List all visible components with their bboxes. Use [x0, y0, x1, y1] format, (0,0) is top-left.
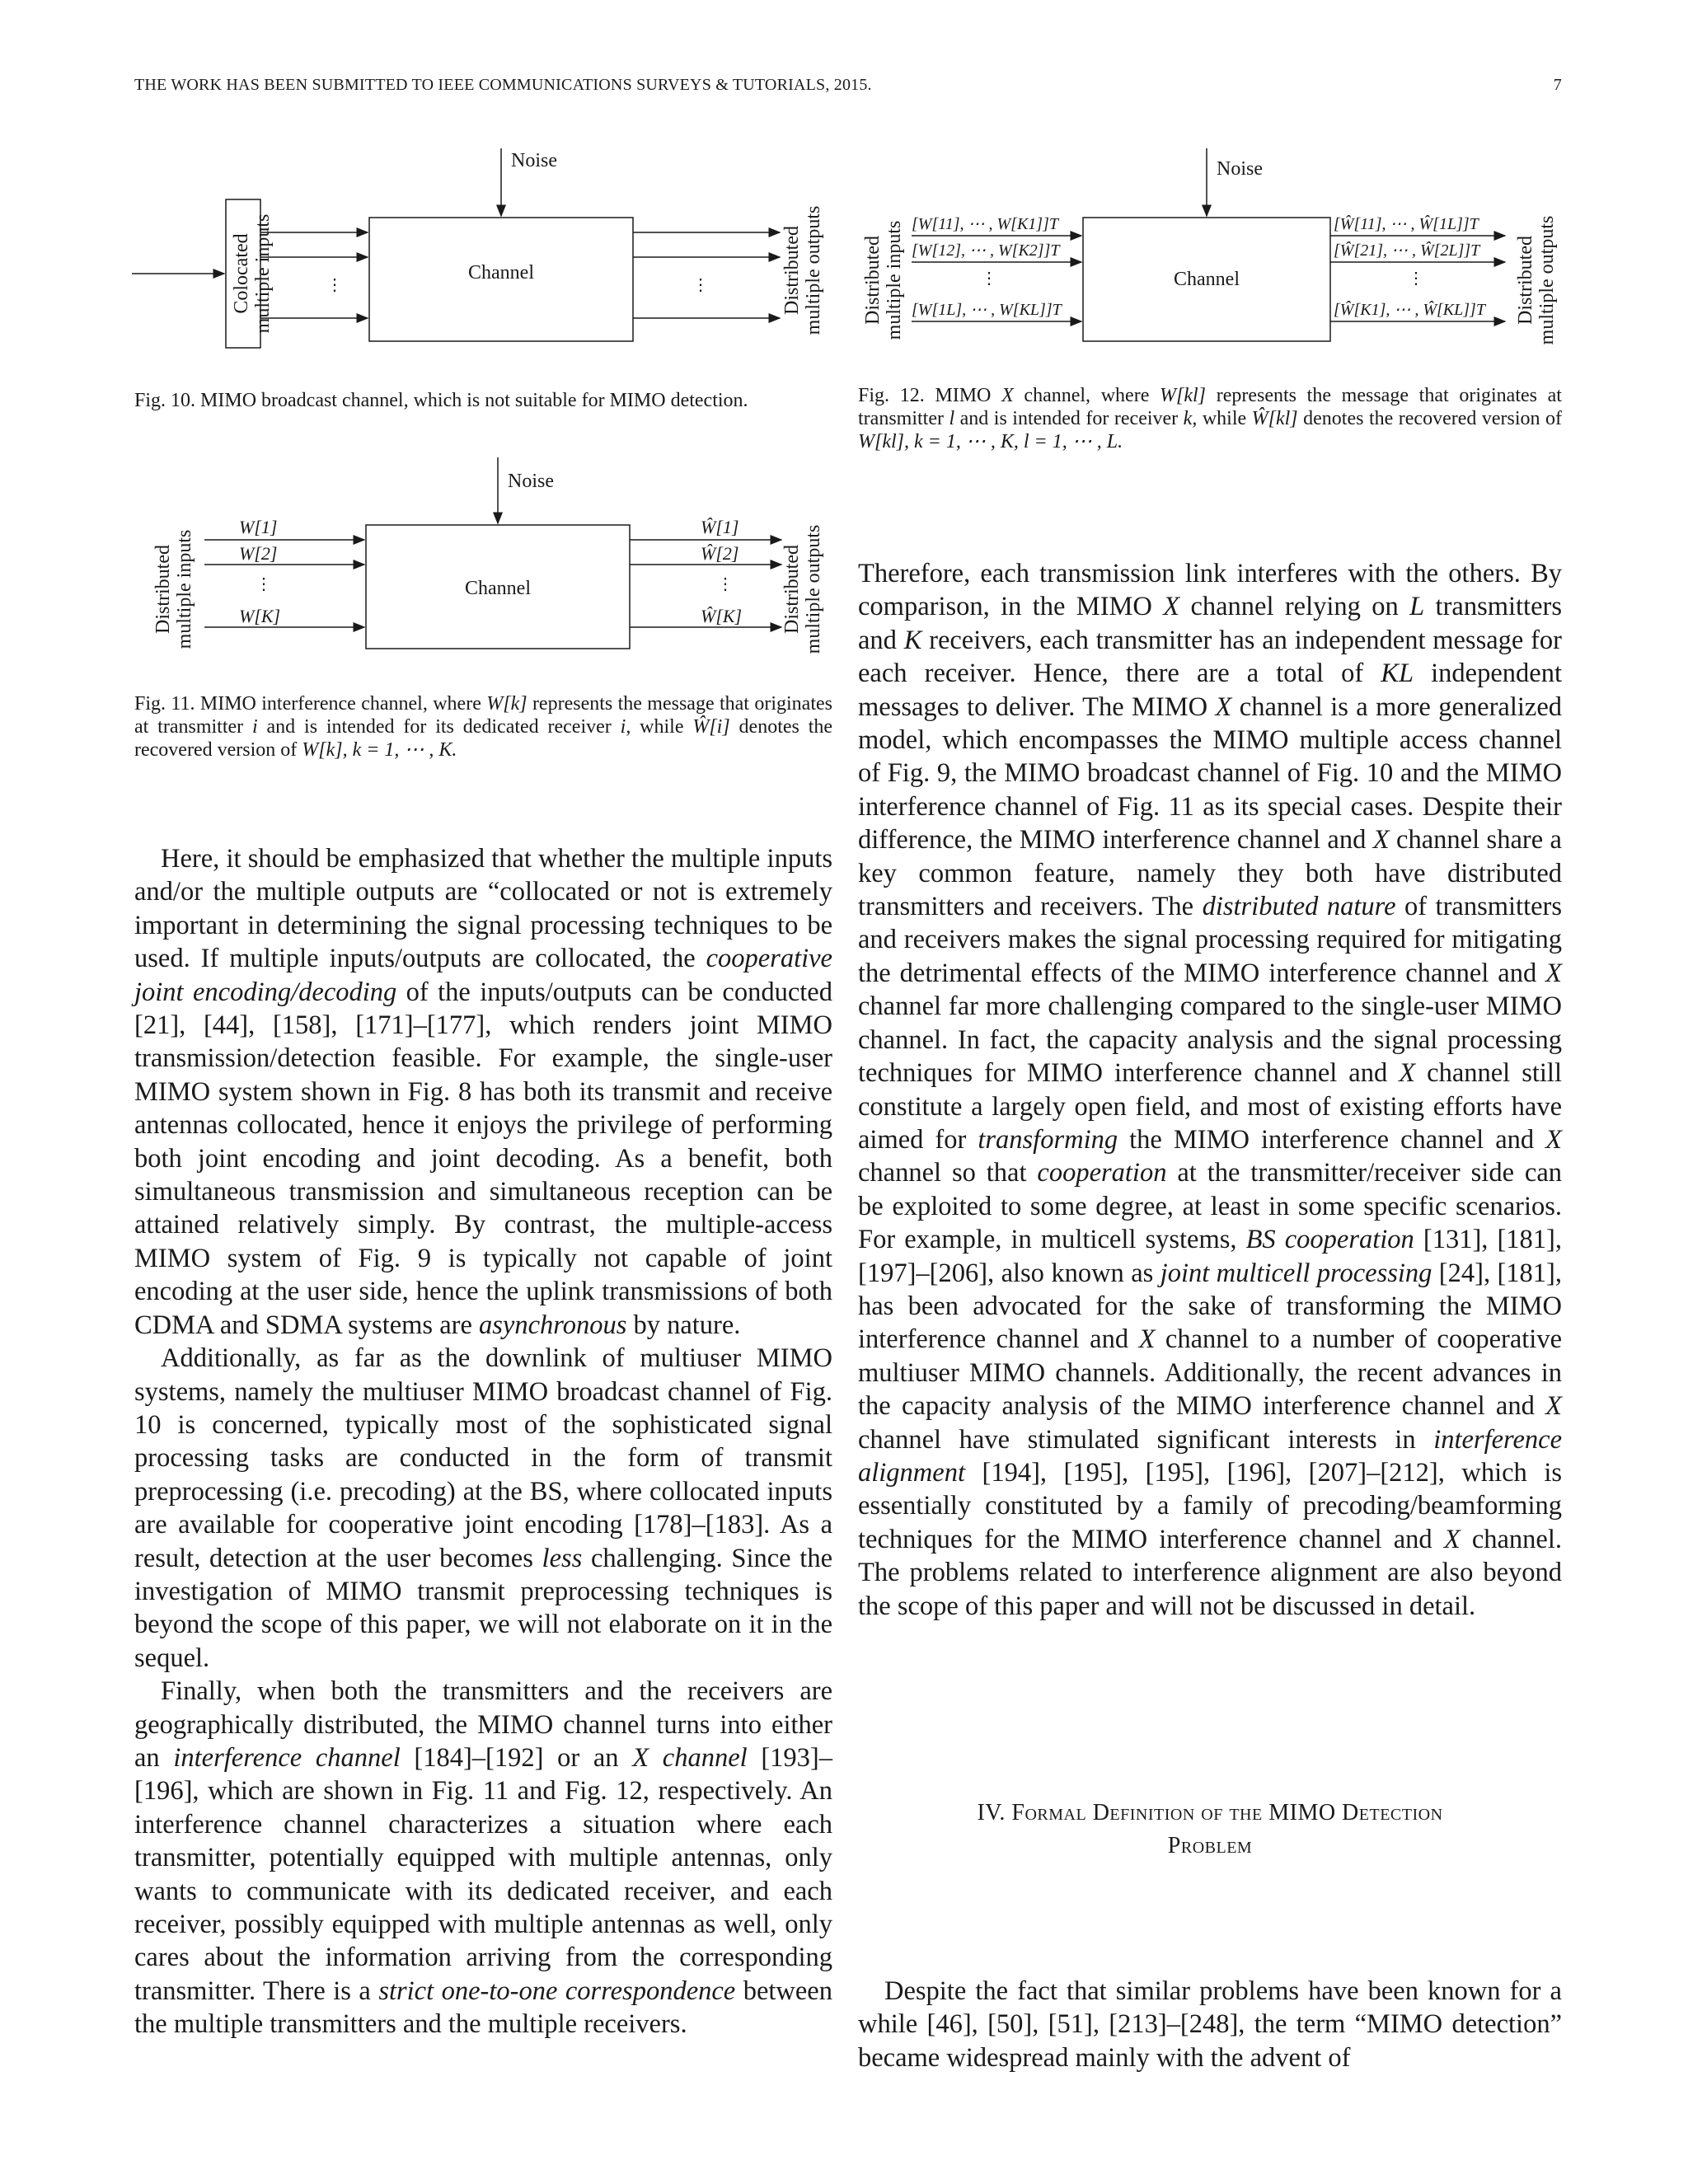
- math: X: [1545, 1124, 1562, 1155]
- input-1: [W[11], ⋯ , W[K1]]T: [912, 215, 1058, 233]
- input-dots: ⋮: [256, 575, 272, 593]
- output-w2: Ŵ[2]: [701, 543, 739, 564]
- section-heading-line: IV. Formal Definition of the MIMO Detection: [977, 1800, 1443, 1825]
- channel-label: Channel: [465, 578, 531, 599]
- math: X: [1545, 1391, 1562, 1422]
- inputs-label-2: multiple inputs: [252, 213, 274, 334]
- emphasis: less: [542, 1543, 583, 1573]
- text: channel still constitute a largely open field, and most of existing efforts have aimed for: [858, 1058, 1562, 1155]
- text: channel is a more generalized model, which encompasses the MIMO multiple access channel of Fig. 9, the MIMO broadcast channel of Fig. 10 and the MIMO interference channel of Fig. 11 as its special cases. Despite their difference, the MIMO interference channel and: [858, 691, 1562, 855]
- text: channel so that: [858, 1158, 1038, 1188]
- emphasis: interference channel: [173, 1742, 401, 1773]
- outputs-label-1: Distributed: [1515, 236, 1536, 325]
- text: channel have stimulated significant interests in: [858, 1424, 1434, 1455]
- text: [194], [195], [195], [196], [207]–[212], which is essentially constituted by a family of precoding/beamforming techniques for the MIMO interference channel and: [858, 1457, 1562, 1554]
- emphasis: cooperation: [1037, 1158, 1167, 1188]
- input-w2: W[2]: [239, 543, 278, 564]
- text: of the inputs/outputs can be conducted [21], [44], [158], [171]–[177], which renders joint MIMO transmission/detection feasible. For example, the single-user MIMO system shown in Fig. 8 has both its transmit and receive antennas collocated, hence it enjoys the privilege of performing both joint encoding and joint decoding. As a benefit, both simultaneous transmission and simultaneous reception can be attained relatively simply. By contrast, the multiple-access MIMO system of Fig. 9 is typically not capable of joint encoding at the user side, hence the uplink transmissions of both CDMA and SDMA systems are: [134, 977, 832, 1340]
- paragraph: [134, 1342, 832, 1675]
- caption-text: Fig. 12. MIMO: [858, 385, 1002, 406]
- text: receivers, each transmitter has an independent message for each receiver. Hence, there are a total of: [858, 625, 1562, 689]
- text: by nature.: [626, 1310, 741, 1340]
- outputs-label-1: Distributed: [781, 545, 803, 634]
- caption-math: W[kl]: [1160, 385, 1207, 406]
- caption-text: represents the message that originates at transmitter: [134, 693, 832, 738]
- caption-text: , while: [626, 716, 693, 738]
- inputs-label-1: Colocated: [231, 233, 252, 314]
- emphasis: interference alignment: [858, 1424, 1562, 1488]
- output-2: [Ŵ[21], ⋯ , Ŵ[2L]]T: [1334, 241, 1480, 260]
- inputs-label-2: multiple inputs: [884, 220, 905, 340]
- paragraph: [134, 842, 832, 1342]
- text: [193]–[196], which are shown in Fig. 11 and Fig. 12, respectively. An interference channel characterizes a situation where each transmitter, potentially equipped with multiple antennas, only wants to communicate with its dedicated receiver, and each receiver, possibly equipped with multiple antennas as well, only cares about the information arriving from the corresponding transmitter. There is a: [134, 1742, 832, 2006]
- noise-label: Noise: [511, 150, 557, 171]
- figure-12-diagram: [857, 148, 1562, 363]
- text: of transmitters and receivers makes the signal processing required for mitigating the detrimental effects of the MIMO interference channel and: [858, 892, 1562, 988]
- emphasis: asynchronous: [479, 1310, 627, 1340]
- caption-text: Fig. 11. MIMO interference channel, where: [134, 693, 487, 715]
- text: challenging. Since the investigation of MIMO transmit preprocessing techniques is beyond the scope of this paper, we will not elaborate on it in the sequel.: [134, 1543, 832, 1673]
- emphasis: strict one-to-one correspondence: [378, 1975, 736, 2006]
- input-L: [W[1L], ⋯ , W[KL]]T: [912, 301, 1062, 319]
- emphasis: X channel: [632, 1742, 748, 1773]
- text: the MIMO interference channel and: [1118, 1124, 1546, 1155]
- text: channel. The problems related to interference alignment are also beyond the scope of this paper and will not be discussed in detail.: [858, 1524, 1562, 1621]
- output-dots: ⋮: [717, 575, 734, 593]
- text: Finally, when both the transmitters and the receivers are geographically distributed, the MIMO channel turns into either an: [134, 1676, 832, 1773]
- inputs-label-1: Distributed: [862, 236, 884, 325]
- emphasis: cooperative joint encoding/decoding: [134, 944, 832, 1007]
- caption-text: and is intended for receiver: [954, 408, 1184, 429]
- text: channel far more challenging compared to the single-user MIMO channel. In fact, the capacity analysis and the signal processing techniques for MIMO interference channel and: [858, 991, 1562, 1089]
- caption-text: and is intended for its dedicated receiver: [257, 716, 621, 738]
- outputs-label-2: multiple outputs: [1536, 215, 1558, 345]
- output-dots: ⋮: [692, 276, 709, 294]
- channel-label: Channel: [468, 262, 534, 284]
- text: Additionally, as far as the downlink of multiuser MIMO systems, namely the multiuser MIMO broadcast channel of Fig. 10 is concerned, typically most of the sophisticated signal processing tasks are conducted in the form of transmit preprocessing (i.e. precoding) at the BS, where collocated inputs are available for cooperative joint encoding [178]–[183]. As a result, detection at the user becomes: [134, 1343, 832, 1573]
- caption-math: , k = 1, ⋯ , K, l = 1, ⋯ , L.: [904, 431, 1123, 452]
- math: X: [1163, 592, 1180, 622]
- caption-math: i: [620, 716, 626, 738]
- math: X: [1138, 1324, 1156, 1355]
- figure-12-caption: [858, 384, 1562, 453]
- emphasis: distributed nature: [1202, 892, 1396, 922]
- input-dots: ⋮: [326, 276, 343, 294]
- text: independent messages to deliver. The MIMO: [858, 658, 1562, 722]
- paragraph: Despite the fact that similar problems have been known for a while [46], [50], [51], [213]–[248], the term “MIMO detection” became widespread mainly with the advent of: [858, 1976, 1562, 2073]
- paragraph: [858, 557, 1562, 1623]
- math: X: [1215, 691, 1232, 722]
- math: L: [1409, 592, 1425, 622]
- text: transmitters and: [858, 592, 1562, 655]
- caption-text: channel, where: [1013, 385, 1160, 406]
- caption-math: Ŵ[kl]: [1251, 408, 1298, 429]
- outputs-label-2: multiple outputs: [803, 524, 824, 654]
- text: between the multiple transmitters and the multiple receivers.: [134, 1975, 832, 2040]
- output-w1: Ŵ[1]: [701, 517, 739, 537]
- caption-text: denotes the recovered version of: [134, 716, 833, 761]
- section-heading-line: Problem: [1167, 1833, 1253, 1858]
- outputs-label-1: Distributed: [781, 226, 803, 315]
- input-dots: ⋮: [981, 269, 997, 288]
- figure-11-diagram: [132, 457, 832, 672]
- inputs-label-2: multiple inputs: [174, 529, 195, 649]
- output-K: [Ŵ[K1], ⋯ , Ŵ[KL]]T: [1334, 301, 1485, 319]
- input-2: [W[12], ⋯ , W[K2]]T: [912, 241, 1060, 260]
- text: channel share a key common feature, namely they both have distributed transmitters and receivers. The: [858, 825, 1562, 922]
- output-1: [Ŵ[11], ⋯ , Ŵ[1L]]T: [1334, 215, 1479, 233]
- caption-math: W[k]: [302, 739, 343, 761]
- inputs-label-1: Distributed: [152, 545, 174, 634]
- text: Therefore, each transmission link interferes with the others. By comparison, in the MIMO: [858, 559, 1562, 622]
- outputs-label-2: multiple outputs: [803, 205, 824, 335]
- math: X: [1443, 1524, 1461, 1554]
- page-number: 7: [1553, 76, 1562, 94]
- caption-text: represents the message that originates at transmitter: [858, 385, 1562, 429]
- channel-label: Channel: [1174, 269, 1240, 290]
- text: Here, it should be emphasized that whether the multiple inputs and/or the multiple outputs are “collocated or not is extremely important in determining the signal processing techniques to be used. If multiple inputs/outputs are collocated, the: [134, 844, 832, 974]
- input-wk: W[K]: [239, 606, 281, 626]
- section-heading: [858, 1797, 1562, 1863]
- right-column: [858, 557, 1562, 1623]
- caption-math: W[k]: [486, 693, 528, 715]
- math: KL: [1381, 658, 1414, 689]
- emphasis: joint multicell processing: [1160, 1258, 1432, 1288]
- emphasis: transforming: [978, 1124, 1118, 1155]
- noise-label: Noise: [1217, 158, 1263, 180]
- running-header: [134, 76, 1562, 95]
- caption-math: , k = 1, ⋯ , K.: [342, 739, 457, 761]
- caption-text: , while: [1192, 408, 1252, 429]
- noise-label: Noise: [508, 471, 554, 492]
- input-w1: W[1]: [239, 517, 278, 537]
- caption-text: denotes the recovered version of: [1297, 408, 1563, 429]
- right-column-continued: [858, 1975, 1562, 2074]
- caption-math: i: [252, 716, 258, 738]
- text: [131], [181], [197]–[206], also known as: [858, 1225, 1562, 1288]
- text: channel to a number of cooperative multiuser MIMO channels. Additionally, the recent advances in the capacity analysis of the MIMO interference channel and: [858, 1324, 1562, 1422]
- text: [184]–[192] or an: [400, 1742, 633, 1773]
- paragraph: [134, 1675, 832, 2041]
- output-wk: Ŵ[K]: [701, 606, 743, 626]
- figure-11-caption: [134, 692, 832, 762]
- caption-math: X: [1001, 385, 1014, 406]
- emphasis: BS cooperation: [1245, 1225, 1414, 1255]
- math: K: [903, 625, 922, 655]
- figure-10-diagram: [132, 140, 832, 371]
- text: [24], [181], has been advocated for the sake of transforming the MIMO interference channel and: [858, 1258, 1562, 1355]
- figure-10-caption: Fig. 10. MIMO broadcast channel, which is not suitable for MIMO detection.: [134, 390, 748, 411]
- caption-math: Ŵ[i]: [692, 716, 730, 738]
- text: at the transmitter/receiver side can be exploited to some degree, at least in some specific scenarios. For example, in multicell systems,: [858, 1158, 1563, 1255]
- caption-math: l: [949, 408, 955, 429]
- text: channel relying on: [1179, 592, 1410, 622]
- output-dots: ⋮: [1408, 269, 1424, 288]
- math: X: [1399, 1058, 1416, 1089]
- caption-math: k: [1183, 408, 1193, 429]
- left-column: [134, 842, 832, 2041]
- math: X: [1372, 825, 1390, 855]
- caption-math: W[kl]: [858, 431, 904, 452]
- journal-title: THE WORK HAS BEEN SUBMITTED TO IEEE COMMUNICATIONS SURVEYS & TUTORIALS, 2015.: [134, 76, 872, 94]
- math: X: [1545, 958, 1562, 988]
